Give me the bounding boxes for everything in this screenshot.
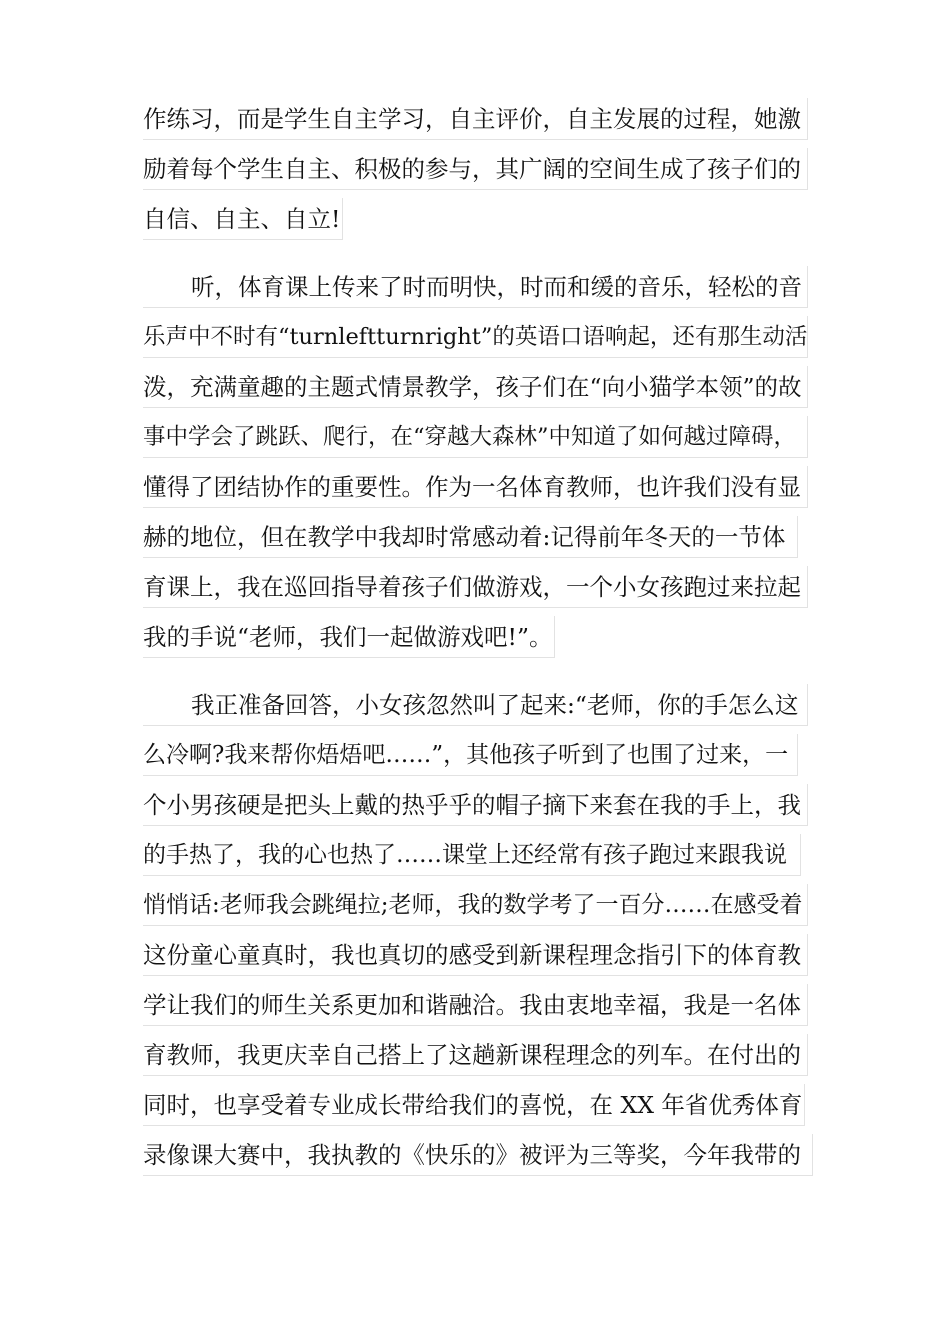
text-line: 育课上，我在巡回指导着孩子们做游戏，一个小女孩跑过来拉起 [143,566,808,608]
text-line: 我的手说“老师，我们一起做游戏吧!”。 [143,616,555,658]
text-line: 个小男孩硬是把头上戴的热乎乎的帽子摘下来套在我的手上，我 [143,784,808,826]
text-line: 的手热了，我的心也热了……课堂上还经常有孩子跑过来跟我说 [143,834,801,876]
text-line: 录像课大赛中，我执教的《快乐的》被评为三等奖，今年我带的 [143,1134,813,1176]
text-line: 悄悄话:老师我会跳绳拉;老师，我的数学考了一百分……在感受着 [143,884,808,926]
text-line: 同时，也享受着专业成长带给我们的喜悦，在 XX 年省优秀体育 [143,1084,805,1126]
text-line: 育教师，我更庆幸自己搭上了这趟新课程理念的列车。在付出的 [143,1034,808,1076]
text-line: 我正准备回答，小女孩忽然叫了起来:“老师，你的手怎么这 [143,684,808,726]
text-line: 泼，充满童趣的主题式情景教学，孩子们在“向小猫学本领”的故 [143,366,808,408]
text-line: 懂得了团结协作的重要性。作为一名体育教师，也许我们没有显 [143,466,808,508]
text-line: 自信、自主、自立! [143,198,343,240]
text-line: 听，体育课上传来了时而明快，时而和缓的音乐，轻松的音 [143,266,808,308]
text-line: 励着每个学生自主、积极的参与，其广阔的空间生成了孩子们的 [143,148,808,190]
text-line: 赫的地位，但在教学中我却时常感动着:记得前年冬天的一节体 [143,516,798,558]
text-line: 么冷啊?我来帮你焐焐吧……”，其他孩子听到了也围了过来，一 [143,734,798,776]
text-line: 学让我们的师生关系更加和谐融洽。我由衷地幸福，我是一名体 [143,984,808,1026]
text-line: 乐声中不时有“turnleftturnright”的英语口语响起，还有那生动活 [143,316,808,358]
text-line: 这份童心童真时，我也真切的感受到新课程理念指引下的体育教 [143,934,808,976]
text-line: 作练习，而是学生自主学习，自主评价，自主发展的过程，她激 [143,98,808,140]
text-line: 事中学会了跳跃、爬行，在“穿越大森林”中知道了如何越过障碍， [143,416,808,458]
